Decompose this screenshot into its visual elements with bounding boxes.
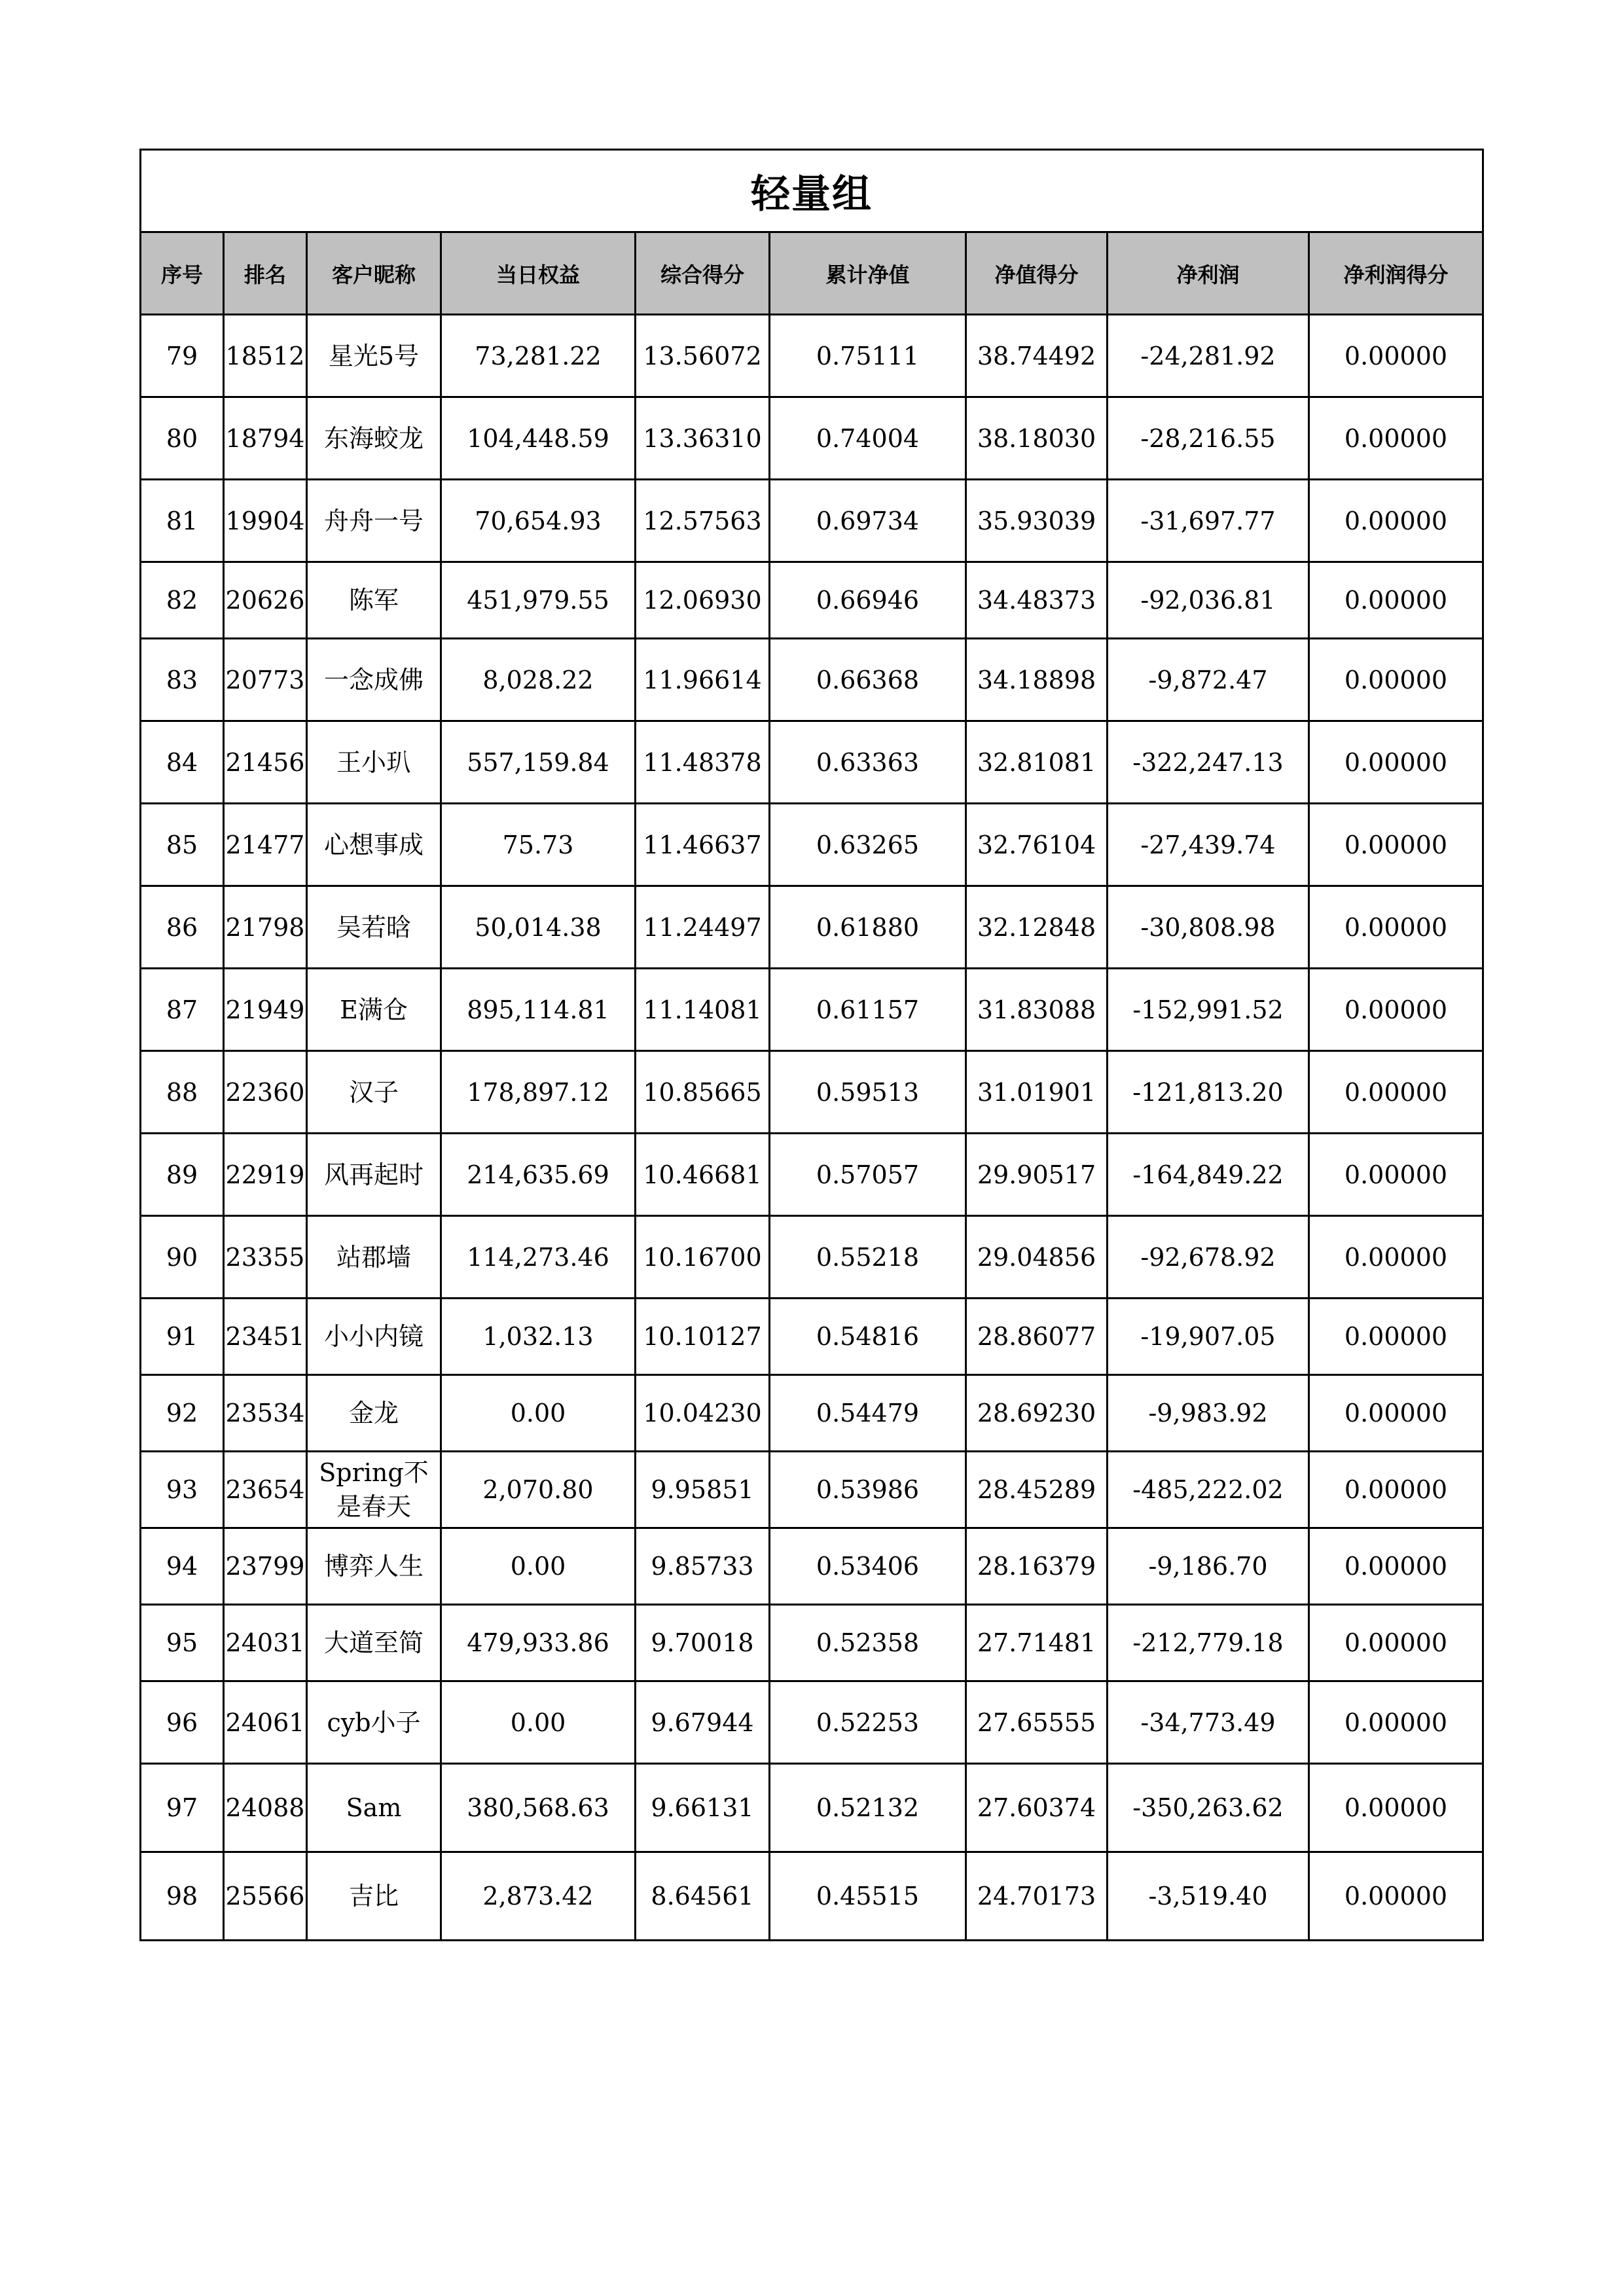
cell-nav: 0.75111 bbox=[770, 315, 966, 397]
cell-nav: 0.69734 bbox=[770, 480, 966, 562]
nickname-text: 博弈人生 bbox=[323, 1552, 424, 1581]
cell-nav: 0.66368 bbox=[770, 639, 966, 721]
nickname-text: 吉比 bbox=[348, 1882, 399, 1910]
nickname-text: cyb小子 bbox=[327, 1708, 421, 1737]
cell-nickname bbox=[307, 969, 441, 1051]
cell-nav: 0.63363 bbox=[770, 721, 966, 804]
column-header-profit-score: 净利润得分 bbox=[1309, 232, 1483, 315]
cell-nickname bbox=[307, 1605, 441, 1681]
cell-net-profit: -34,773.49 bbox=[1108, 1681, 1309, 1764]
cell-seq: 91 bbox=[141, 1299, 224, 1375]
cell-equity: 50,014.38 bbox=[441, 886, 636, 969]
cell-score: 10.46681 bbox=[636, 1134, 770, 1216]
cell-profit-score: 0.00000 bbox=[1309, 1681, 1483, 1764]
ranking-sheet bbox=[139, 149, 1482, 1941]
cell-net-profit: -24,281.92 bbox=[1108, 315, 1309, 397]
cell-rank: 18794 bbox=[224, 397, 307, 480]
cell-nav-score: 32.81081 bbox=[966, 721, 1108, 804]
table-row bbox=[141, 1452, 1483, 1528]
table-row bbox=[141, 397, 1483, 480]
cell-nav: 0.66946 bbox=[770, 562, 966, 639]
cell-nav: 0.61157 bbox=[770, 969, 966, 1051]
nickname-text: 站郡墙 bbox=[336, 1242, 411, 1272]
nickname-text: 舟舟一号 bbox=[323, 506, 424, 535]
cell-rank: 18512 bbox=[224, 315, 307, 397]
cell-seq: 85 bbox=[141, 804, 224, 886]
table-row bbox=[141, 1605, 1483, 1681]
cell-nav: 0.53406 bbox=[770, 1528, 966, 1605]
table-row bbox=[141, 315, 1483, 397]
cell-profit-score: 0.00000 bbox=[1309, 315, 1483, 397]
nickname-text: 汉子 bbox=[348, 1077, 399, 1107]
cell-net-profit: -121,813.20 bbox=[1108, 1051, 1309, 1134]
nickname-text: 心想事成 bbox=[323, 830, 424, 859]
cell-nickname bbox=[307, 721, 441, 804]
cell-nav-score: 29.04856 bbox=[966, 1216, 1108, 1299]
column-header-nav: 累计净值 bbox=[770, 232, 966, 315]
cell-nickname bbox=[307, 1134, 441, 1216]
cell-seq: 92 bbox=[141, 1375, 224, 1452]
cell-score: 9.66131 bbox=[636, 1764, 770, 1852]
cell-equity: 0.00 bbox=[441, 1528, 636, 1605]
ranking-table bbox=[139, 149, 1484, 1941]
cell-nickname bbox=[307, 804, 441, 886]
cell-equity: 0.00 bbox=[441, 1375, 636, 1452]
cell-score: 9.95851 bbox=[636, 1452, 770, 1528]
cell-seq: 90 bbox=[141, 1216, 224, 1299]
cell-rank: 21477 bbox=[224, 804, 307, 886]
column-header-rank: 排名 bbox=[224, 232, 307, 315]
cell-net-profit: -30,808.98 bbox=[1108, 886, 1309, 969]
cell-net-profit: -27,439.74 bbox=[1108, 804, 1309, 886]
cell-rank: 22360 bbox=[224, 1051, 307, 1134]
cell-seq: 95 bbox=[141, 1605, 224, 1681]
cell-nickname bbox=[307, 315, 441, 397]
cell-net-profit: -28,216.55 bbox=[1108, 397, 1309, 480]
cell-seq: 96 bbox=[141, 1681, 224, 1764]
cell-seq: 81 bbox=[141, 480, 224, 562]
cell-equity: 178,897.12 bbox=[441, 1051, 636, 1134]
cell-profit-score: 0.00000 bbox=[1309, 721, 1483, 804]
nickname-text: 星光5号 bbox=[328, 341, 420, 370]
cell-seq: 93 bbox=[141, 1452, 224, 1528]
cell-nickname bbox=[307, 1051, 441, 1134]
column-header-score: 综合得分 bbox=[636, 232, 770, 315]
cell-equity: 75.73 bbox=[441, 804, 636, 886]
column-header-equity: 当日权益 bbox=[441, 232, 636, 315]
nickname-text: 风再起时 bbox=[323, 1160, 424, 1189]
cell-nav: 0.74004 bbox=[770, 397, 966, 480]
cell-nickname bbox=[307, 480, 441, 562]
cell-nickname bbox=[307, 1681, 441, 1764]
cell-seq: 82 bbox=[141, 562, 224, 639]
cell-equity: 895,114.81 bbox=[441, 969, 636, 1051]
cell-rank: 23799 bbox=[224, 1528, 307, 1605]
column-header-net-profit: 净利润 bbox=[1108, 232, 1309, 315]
table-row bbox=[141, 639, 1483, 721]
cell-score: 11.48378 bbox=[636, 721, 770, 804]
cell-nickname bbox=[307, 397, 441, 480]
table-row bbox=[141, 1216, 1483, 1299]
table-row bbox=[141, 1299, 1483, 1375]
table-row bbox=[141, 480, 1483, 562]
column-header-nav-score: 净值得分 bbox=[966, 232, 1108, 315]
cell-score: 9.70018 bbox=[636, 1605, 770, 1681]
cell-seq: 98 bbox=[141, 1852, 224, 1941]
cell-score: 9.85733 bbox=[636, 1528, 770, 1605]
cell-score: 9.67944 bbox=[636, 1681, 770, 1764]
table-row bbox=[141, 721, 1483, 804]
cell-seq: 88 bbox=[141, 1051, 224, 1134]
cell-equity: 479,933.86 bbox=[441, 1605, 636, 1681]
cell-nav: 0.61880 bbox=[770, 886, 966, 969]
cell-equity: 451,979.55 bbox=[441, 562, 636, 639]
cell-nickname bbox=[307, 639, 441, 721]
cell-nav-score: 35.93039 bbox=[966, 480, 1108, 562]
table-title: 轻量组 bbox=[141, 150, 1483, 232]
nickname-text: 陈军 bbox=[348, 586, 399, 615]
table-row bbox=[141, 1051, 1483, 1134]
cell-nav-score: 34.48373 bbox=[966, 562, 1108, 639]
cell-seq: 97 bbox=[141, 1764, 224, 1852]
cell-nickname bbox=[307, 562, 441, 639]
cell-net-profit: -9,186.70 bbox=[1108, 1528, 1309, 1605]
cell-rank: 19904 bbox=[224, 480, 307, 562]
cell-score: 11.14081 bbox=[636, 969, 770, 1051]
cell-net-profit: -152,991.52 bbox=[1108, 969, 1309, 1051]
cell-score: 13.56072 bbox=[636, 315, 770, 397]
nickname-text: 一念成佛 bbox=[323, 665, 424, 694]
cell-equity: 8,028.22 bbox=[441, 639, 636, 721]
nickname-text: 小小内镜 bbox=[323, 1322, 424, 1351]
cell-profit-score: 0.00000 bbox=[1309, 1051, 1483, 1134]
cell-net-profit: -350,263.62 bbox=[1108, 1764, 1309, 1852]
cell-rank: 24031 bbox=[224, 1605, 307, 1681]
table-row bbox=[141, 1681, 1483, 1764]
column-header-seq: 序号 bbox=[141, 232, 224, 315]
cell-equity: 114,273.46 bbox=[441, 1216, 636, 1299]
cell-rank: 21798 bbox=[224, 886, 307, 969]
cell-nav: 0.53986 bbox=[770, 1452, 966, 1528]
cell-nav-score: 28.69230 bbox=[966, 1375, 1108, 1452]
cell-profit-score: 0.00000 bbox=[1309, 1852, 1483, 1941]
cell-rank: 23451 bbox=[224, 1299, 307, 1375]
cell-nav-score: 32.12848 bbox=[966, 886, 1108, 969]
cell-net-profit: -19,907.05 bbox=[1108, 1299, 1309, 1375]
cell-nav-score: 31.83088 bbox=[966, 969, 1108, 1051]
cell-net-profit: -9,983.92 bbox=[1108, 1375, 1309, 1452]
cell-net-profit: -164,849.22 bbox=[1108, 1134, 1309, 1216]
cell-profit-score: 0.00000 bbox=[1309, 480, 1483, 562]
cell-score: 11.24497 bbox=[636, 886, 770, 969]
cell-profit-score: 0.00000 bbox=[1309, 1299, 1483, 1375]
header-row bbox=[141, 232, 1483, 315]
cell-nav: 0.52132 bbox=[770, 1764, 966, 1852]
cell-nickname bbox=[307, 1852, 441, 1941]
nickname-text: 王小玐 bbox=[336, 747, 411, 777]
cell-score: 12.06930 bbox=[636, 562, 770, 639]
cell-nav-score: 32.76104 bbox=[966, 804, 1108, 886]
cell-rank: 23534 bbox=[224, 1375, 307, 1452]
cell-nav: 0.54816 bbox=[770, 1299, 966, 1375]
cell-nickname bbox=[307, 1299, 441, 1375]
cell-profit-score: 0.00000 bbox=[1309, 886, 1483, 969]
cell-nav-score: 28.86077 bbox=[966, 1299, 1108, 1375]
cell-equity: 70,654.93 bbox=[441, 480, 636, 562]
cell-score: 11.46637 bbox=[636, 804, 770, 886]
cell-nav-score: 29.90517 bbox=[966, 1134, 1108, 1216]
cell-rank: 23654 bbox=[224, 1452, 307, 1528]
cell-nav: 0.57057 bbox=[770, 1134, 966, 1216]
cell-profit-score: 0.00000 bbox=[1309, 639, 1483, 721]
cell-profit-score: 0.00000 bbox=[1309, 1605, 1483, 1681]
nickname-text: Spring不是春天 bbox=[319, 1458, 429, 1521]
cell-equity: 2,070.80 bbox=[441, 1452, 636, 1528]
cell-seq: 80 bbox=[141, 397, 224, 480]
table-row bbox=[141, 804, 1483, 886]
cell-profit-score: 0.00000 bbox=[1309, 397, 1483, 480]
cell-nav: 0.63265 bbox=[770, 804, 966, 886]
nickname-text: E满仓 bbox=[340, 995, 408, 1024]
cell-profit-score: 0.00000 bbox=[1309, 804, 1483, 886]
cell-score: 11.96614 bbox=[636, 639, 770, 721]
cell-score: 13.36310 bbox=[636, 397, 770, 480]
cell-equity: 0.00 bbox=[441, 1681, 636, 1764]
cell-nav-score: 38.74492 bbox=[966, 315, 1108, 397]
cell-profit-score: 0.00000 bbox=[1309, 1375, 1483, 1452]
cell-profit-score: 0.00000 bbox=[1309, 1764, 1483, 1852]
cell-rank: 22919 bbox=[224, 1134, 307, 1216]
cell-rank: 24088 bbox=[224, 1764, 307, 1852]
cell-nav-score: 28.16379 bbox=[966, 1528, 1108, 1605]
cell-net-profit: -92,678.92 bbox=[1108, 1216, 1309, 1299]
cell-net-profit: -212,779.18 bbox=[1108, 1605, 1309, 1681]
nickname-text: 金龙 bbox=[348, 1399, 399, 1427]
cell-nickname bbox=[307, 1528, 441, 1605]
cell-nav-score: 27.71481 bbox=[966, 1605, 1108, 1681]
cell-nav-score: 27.65555 bbox=[966, 1681, 1108, 1764]
cell-equity: 214,635.69 bbox=[441, 1134, 636, 1216]
table-row bbox=[141, 1134, 1483, 1216]
cell-net-profit: -9,872.47 bbox=[1108, 639, 1309, 721]
cell-seq: 94 bbox=[141, 1528, 224, 1605]
cell-net-profit: -92,036.81 bbox=[1108, 562, 1309, 639]
cell-equity: 2,873.42 bbox=[441, 1852, 636, 1941]
cell-equity: 557,159.84 bbox=[441, 721, 636, 804]
cell-seq: 84 bbox=[141, 721, 224, 804]
table-row bbox=[141, 1764, 1483, 1852]
cell-equity: 104,448.59 bbox=[441, 397, 636, 480]
cell-nav: 0.59513 bbox=[770, 1051, 966, 1134]
nickname-text: 吴若晗 bbox=[336, 912, 411, 942]
cell-seq: 89 bbox=[141, 1134, 224, 1216]
nickname-text: 大道至简 bbox=[323, 1628, 424, 1657]
cell-score: 10.16700 bbox=[636, 1216, 770, 1299]
nickname-text: Sam bbox=[346, 1793, 402, 1822]
cell-score: 10.85665 bbox=[636, 1051, 770, 1134]
table-row bbox=[141, 886, 1483, 969]
cell-nav: 0.55218 bbox=[770, 1216, 966, 1299]
cell-rank: 25566 bbox=[224, 1852, 307, 1941]
cell-profit-score: 0.00000 bbox=[1309, 1216, 1483, 1299]
cell-nickname bbox=[307, 1216, 441, 1299]
table-row bbox=[141, 1852, 1483, 1941]
cell-nav-score: 28.45289 bbox=[966, 1452, 1108, 1528]
cell-nav: 0.52358 bbox=[770, 1605, 966, 1681]
cell-equity: 380,568.63 bbox=[441, 1764, 636, 1852]
cell-rank: 23355 bbox=[224, 1216, 307, 1299]
cell-net-profit: -3,519.40 bbox=[1108, 1852, 1309, 1941]
cell-nav-score: 31.01901 bbox=[966, 1051, 1108, 1134]
cell-net-profit: -322,247.13 bbox=[1108, 721, 1309, 804]
column-header-nickname: 客户昵称 bbox=[307, 232, 441, 315]
cell-nav-score: 38.18030 bbox=[966, 397, 1108, 480]
cell-equity: 1,032.13 bbox=[441, 1299, 636, 1375]
cell-nav: 0.52253 bbox=[770, 1681, 966, 1764]
cell-net-profit: -31,697.77 bbox=[1108, 480, 1309, 562]
cell-seq: 87 bbox=[141, 969, 224, 1051]
cell-seq: 83 bbox=[141, 639, 224, 721]
cell-profit-score: 0.00000 bbox=[1309, 562, 1483, 639]
table-row bbox=[141, 1375, 1483, 1452]
cell-nickname bbox=[307, 1452, 441, 1528]
cell-nickname bbox=[307, 886, 441, 969]
cell-seq: 79 bbox=[141, 315, 224, 397]
table-row bbox=[141, 969, 1483, 1051]
cell-nav-score: 24.70173 bbox=[966, 1852, 1108, 1941]
cell-rank: 21456 bbox=[224, 721, 307, 804]
cell-nav-score: 27.60374 bbox=[966, 1764, 1108, 1852]
cell-net-profit: -485,222.02 bbox=[1108, 1452, 1309, 1528]
table-row bbox=[141, 562, 1483, 639]
cell-score: 10.10127 bbox=[636, 1299, 770, 1375]
nickname-text: 东海蛟龙 bbox=[323, 423, 424, 453]
cell-nav: 0.45515 bbox=[770, 1852, 966, 1941]
cell-profit-score: 0.00000 bbox=[1309, 969, 1483, 1051]
cell-rank: 21949 bbox=[224, 969, 307, 1051]
table-row bbox=[141, 1528, 1483, 1605]
cell-nav: 0.54479 bbox=[770, 1375, 966, 1452]
cell-seq: 86 bbox=[141, 886, 224, 969]
cell-nickname bbox=[307, 1764, 441, 1852]
cell-profit-score: 0.00000 bbox=[1309, 1528, 1483, 1605]
cell-score: 12.57563 bbox=[636, 480, 770, 562]
cell-rank: 20773 bbox=[224, 639, 307, 721]
cell-equity: 73,281.22 bbox=[441, 315, 636, 397]
cell-profit-score: 0.00000 bbox=[1309, 1452, 1483, 1528]
cell-score: 10.04230 bbox=[636, 1375, 770, 1452]
cell-profit-score: 0.00000 bbox=[1309, 1134, 1483, 1216]
cell-rank: 20626 bbox=[224, 562, 307, 639]
cell-nav-score: 34.18898 bbox=[966, 639, 1108, 721]
cell-score: 8.64561 bbox=[636, 1852, 770, 1941]
cell-nickname bbox=[307, 1375, 441, 1452]
cell-rank: 24061 bbox=[224, 1681, 307, 1764]
